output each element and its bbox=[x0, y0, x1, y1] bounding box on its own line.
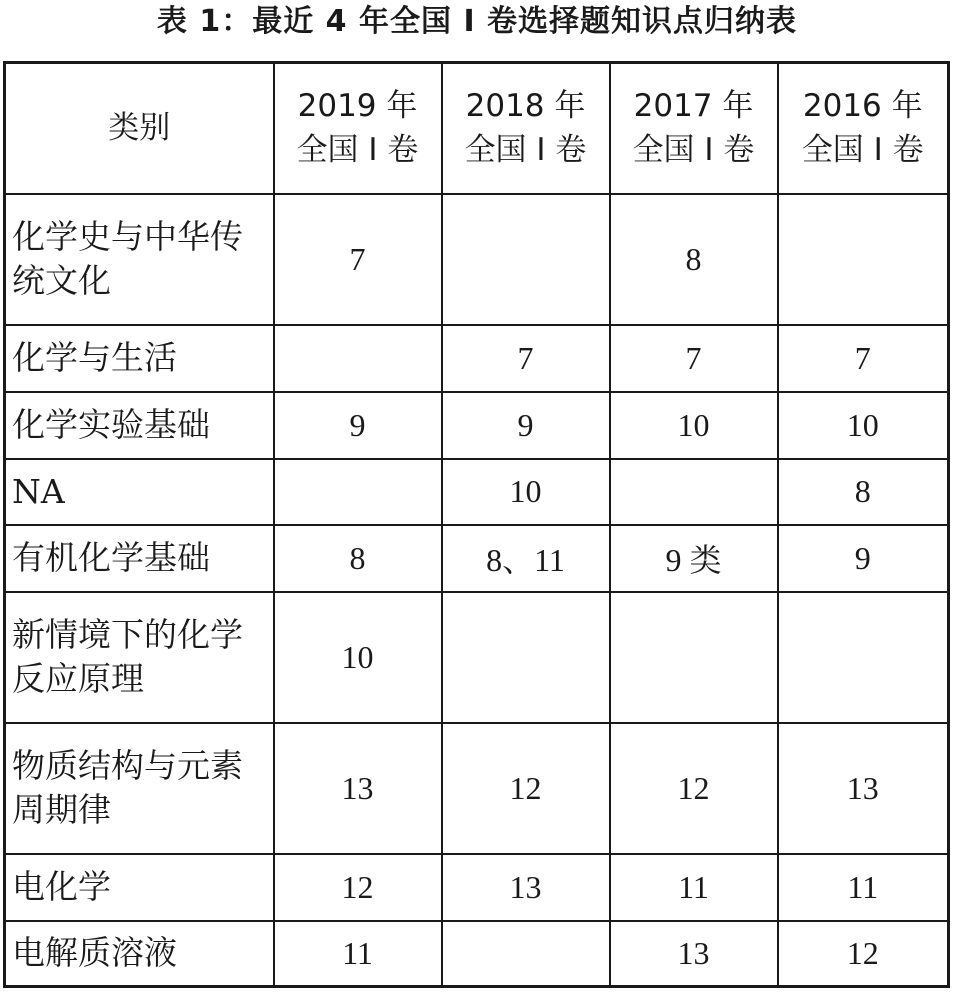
column-header-year: 2017 年 bbox=[633, 88, 754, 125]
row-category: 有机化学基础 bbox=[5, 525, 274, 592]
row-category: 化学与生活 bbox=[5, 325, 274, 392]
cell-2016: 11 bbox=[778, 854, 949, 921]
column-header-year: 2018 年 bbox=[465, 88, 586, 125]
cell-2019: 9 bbox=[274, 392, 442, 459]
cell-2019: 10 bbox=[274, 592, 442, 723]
column-header-2018 bbox=[442, 63, 610, 194]
column-header-year: 2019 年 bbox=[297, 88, 418, 125]
cell-2017: 11 bbox=[610, 854, 778, 921]
cell-2018 bbox=[442, 592, 610, 723]
column-header-paper: 全国 Ⅰ 卷 bbox=[296, 132, 419, 169]
cell-2016: 12 bbox=[778, 921, 949, 987]
cell-2019: 12 bbox=[274, 854, 442, 921]
cell-2017: 7 bbox=[610, 325, 778, 392]
column-header-paper: 全国 Ⅰ 卷 bbox=[632, 132, 755, 169]
row-category: 化学实验基础 bbox=[5, 392, 274, 459]
cell-2017: 12 bbox=[610, 723, 778, 854]
cell-2019 bbox=[274, 325, 442, 392]
table-row bbox=[5, 921, 949, 987]
cell-2018: 8、11 bbox=[442, 525, 610, 592]
cell-2017 bbox=[610, 459, 778, 525]
row-category: 化学史与中华传统文化 bbox=[5, 194, 274, 325]
table-row bbox=[5, 459, 949, 525]
column-header-paper: 全国 Ⅰ 卷 bbox=[464, 132, 587, 169]
cell-2019: 13 bbox=[274, 723, 442, 854]
column-header-2016 bbox=[778, 63, 949, 194]
table-row bbox=[5, 854, 949, 921]
table-title: 表 1：最近 4 年全国 Ⅰ 卷选择题知识点归纳表 bbox=[156, 4, 798, 39]
cell-2019: 7 bbox=[274, 194, 442, 325]
cell-2016 bbox=[778, 194, 949, 325]
cell-2019 bbox=[274, 459, 442, 525]
column-header-category: 类别 bbox=[5, 63, 274, 194]
cell-2017: 13 bbox=[610, 921, 778, 987]
cell-2016: 10 bbox=[778, 392, 949, 459]
cell-2018: 10 bbox=[442, 459, 610, 525]
cell-2018: 13 bbox=[442, 854, 610, 921]
cell-2017: 9 类 bbox=[610, 525, 778, 592]
cell-2017 bbox=[610, 592, 778, 723]
row-category: NA bbox=[5, 459, 274, 525]
table-row bbox=[5, 525, 949, 592]
row-category: 电解质溶液 bbox=[5, 921, 274, 987]
cell-2016 bbox=[778, 592, 949, 723]
row-category: 物质结构与元素周期律 bbox=[5, 723, 274, 854]
cell-2018: 9 bbox=[442, 392, 610, 459]
cell-2016: 9 bbox=[778, 525, 949, 592]
cell-2018: 12 bbox=[442, 723, 610, 854]
cell-2018: 7 bbox=[442, 325, 610, 392]
cell-2016: 7 bbox=[778, 325, 949, 392]
cell-2017: 8 bbox=[610, 194, 778, 325]
column-header-2019 bbox=[274, 63, 442, 194]
row-category: 新情境下的化学反应原理 bbox=[5, 592, 274, 723]
table-row bbox=[5, 194, 949, 325]
table-row bbox=[5, 325, 949, 392]
cell-2018 bbox=[442, 194, 610, 325]
table-row bbox=[5, 392, 949, 459]
column-header-year: 2016 年 bbox=[802, 88, 923, 125]
cell-2017: 10 bbox=[610, 392, 778, 459]
cell-2019: 8 bbox=[274, 525, 442, 592]
knowledge-point-table bbox=[3, 61, 950, 988]
table-row bbox=[5, 592, 949, 723]
table-row bbox=[5, 723, 949, 854]
cell-2018 bbox=[442, 921, 610, 987]
column-header-paper: 全国 Ⅰ 卷 bbox=[801, 132, 924, 169]
header-row bbox=[5, 63, 949, 194]
row-category: 电化学 bbox=[5, 854, 274, 921]
column-header-2017 bbox=[610, 63, 778, 194]
cell-2019: 11 bbox=[274, 921, 442, 987]
cell-2016: 8 bbox=[778, 459, 949, 525]
cell-2016: 13 bbox=[778, 723, 949, 854]
